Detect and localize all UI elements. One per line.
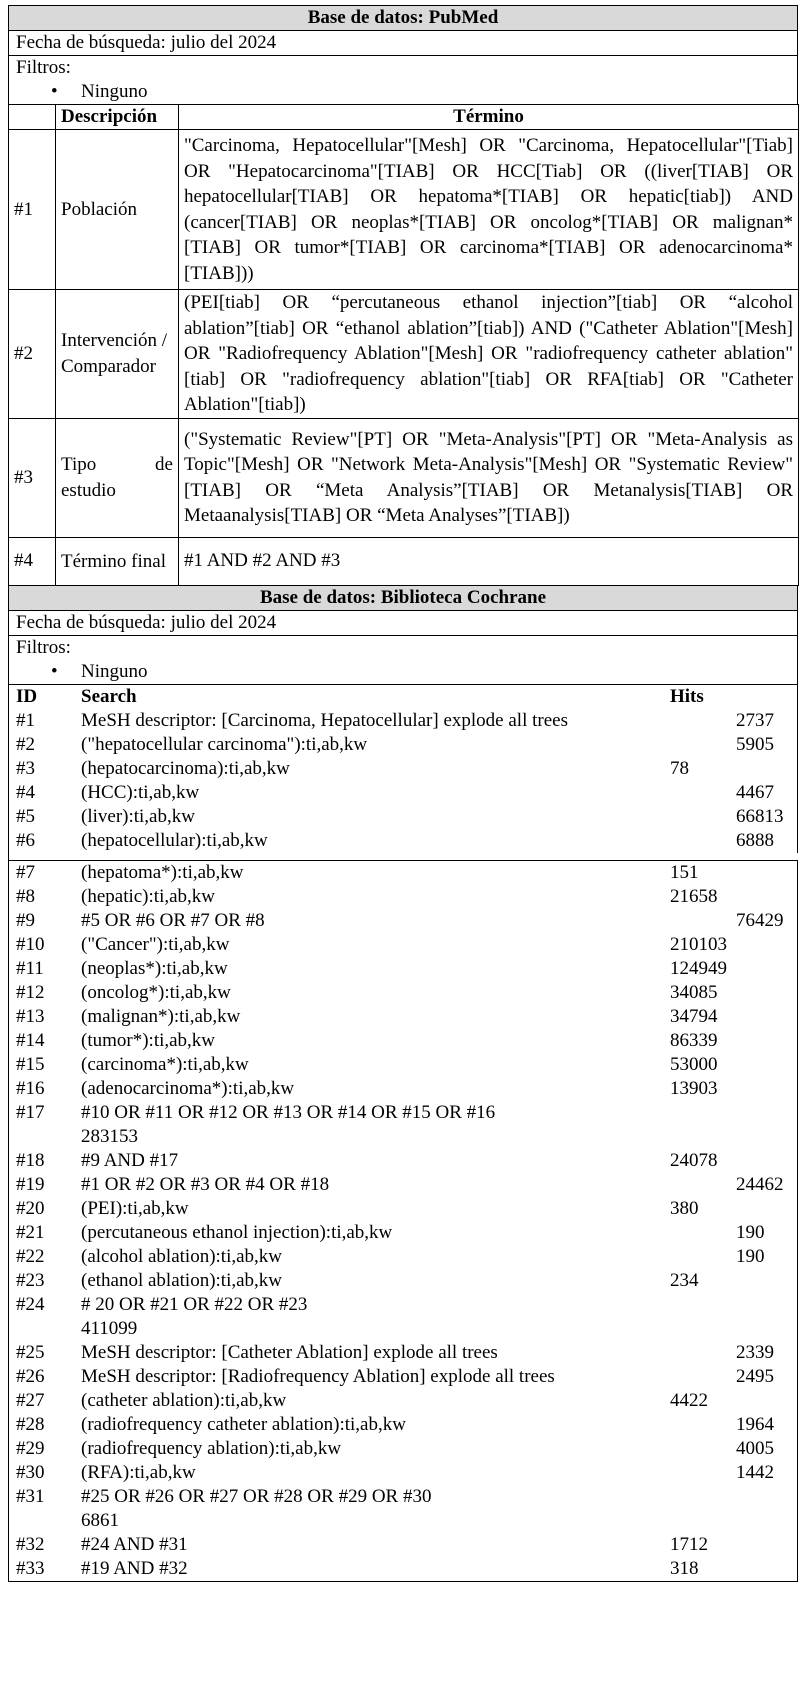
cochrane-row-hits: 190 [736,1245,765,1267]
cochrane-row-search: (malignan*):ti,ab,kw [81,1005,241,1027]
cochrane-row [9,981,797,1005]
col-search: Search [81,685,137,707]
cochrane-row [9,829,797,853]
cochrane-row-id: #23 [16,1269,45,1291]
cochrane-row-id: #14 [16,1029,45,1051]
cochrane-row [9,1245,797,1269]
cochrane-row-id: #15 [16,1053,45,1075]
pubmed-row [9,290,799,419]
cochrane-row-search: # 20 OR #21 OR #22 OR #23 [81,1293,308,1315]
cochrane-row-search: (catheter ablation):ti,ab,kw [81,1389,287,1411]
cochrane-filter-item [9,660,797,684]
cochrane-row-search: (hepatocellular):ti,ab,kw [81,829,268,851]
cochrane-row-search: (liver):ti,ab,kw [81,805,195,827]
cochrane-row-hits: 4467 [736,781,774,803]
page-break-gap [8,853,798,860]
cochrane-row [9,957,797,981]
cochrane-row-hits: 24462 [736,1173,784,1195]
cochrane-row-id: #1 [16,709,35,731]
cochrane-row [9,933,797,957]
cochrane-row-hits: 411099 [81,1317,138,1339]
cochrane-row-search: ("hepatocellular carcinoma"):ti,ab,kw [81,733,368,755]
col-id: ID [16,685,38,707]
cochrane-row-id: #20 [16,1197,45,1219]
cochrane-row [9,1389,797,1413]
pubmed-row [9,130,799,290]
cochrane-row-search: (radiofrequency catheter ablation):ti,ab,kw [81,1413,406,1435]
cochrane-row-hits: 66813 [736,805,784,827]
cochrane-row-id: #27 [16,1389,45,1411]
cochrane-row-hits: 2495 [736,1365,774,1387]
pubmed-row-term: "Carcinoma, Hepatocellular"[Mesh] OR "Carcinoma, Hepatocellular"[Tiab] OR "Hepatocarcinoma"[TIAB] OR HCC[Tiab] OR ((liver[TIAB] OR hepatocellular[TIAB] OR hepatoma*[TIAB] OR hepatic[tiab]) AND (cancer[TIAB] OR neoplas*[TIAB] OR oncolog*[TIAB] OR malignan*[TIAB] OR tumor*[TIAB] OR carcinoma*[TIAB] OR adenocarcinoma*[TIAB])) [179,130,799,290]
cochrane-row-hits: 318 [670,1557,699,1579]
cochrane-row-hits: 21658 [670,885,718,907]
col-descripcion: Descripción [56,105,179,130]
cochrane-row-search: (RFA):ti,ab,kw [81,1461,196,1483]
cochrane-row [9,1029,797,1053]
cochrane-row [9,1101,797,1125]
pubmed-row-desc: Término final [56,537,179,585]
cochrane-row-search: #10 OR #11 OR #12 OR #13 OR #14 OR #15 OR #16 [81,1101,496,1123]
cochrane-row [9,781,797,805]
cochrane-row-search: ("Cancer"):ti,ab,kw [81,933,230,955]
cochrane-row-search: #5 OR #6 OR #7 OR #8 [81,909,265,931]
cochrane-row [9,909,797,933]
cochrane-filter-label: Ninguno [81,660,148,682]
cochrane-row [9,1485,797,1509]
cochrane-row-id: #32 [16,1533,45,1555]
cochrane-row-hits: 1964 [736,1413,774,1435]
cochrane-row-hits: 190 [736,1221,765,1243]
cochrane-row-hits: 234 [670,1269,699,1291]
cochrane-row-search: (percutaneous ethanol injection):ti,ab,kw [81,1221,393,1243]
cochrane-row-hits: 34085 [670,981,718,1003]
cochrane-row [9,733,797,757]
cochrane-row [9,1149,797,1173]
empty-header-cell [9,105,56,130]
cochrane-row-hits: 53000 [670,1053,718,1075]
cochrane-row [9,757,797,781]
cochrane-row-id: #11 [16,957,44,979]
pubmed-row-id: #3 [9,418,56,537]
cochrane-row-id: #9 [16,909,35,931]
cochrane-row [9,1269,797,1293]
cochrane-row-hits: 6861 [81,1509,119,1531]
bullet-icon: • [51,660,58,682]
cochrane-row-id: #6 [16,829,35,851]
cochrane-row-hits: 4005 [736,1437,774,1459]
cochrane-rows-part2 [9,861,797,1581]
cochrane-row-id: #5 [16,805,35,827]
cochrane-row [9,885,797,909]
cochrane-row-hits: 86339 [670,1029,718,1051]
cochrane-row [9,1365,797,1389]
cochrane-row [9,1221,797,1245]
cochrane-row-hits-wrapped [9,1509,797,1533]
cochrane-row-hits: 34794 [670,1005,718,1027]
pubmed-row-desc: Tipo de estudio [56,418,179,537]
cochrane-filters-label: Filtros: [16,636,71,658]
cochrane-search-date: Fecha de búsqueda: julio del 2024 [8,611,798,636]
cochrane-row-hits: 4422 [670,1389,708,1411]
cochrane-row [9,1005,797,1029]
cochrane-row [9,1173,797,1197]
cochrane-row-hits: 2737 [736,709,774,731]
cochrane-row-search: MeSH descriptor: [Radiofrequency Ablation] explode all trees [81,1365,555,1387]
col-hits: Hits [670,685,704,707]
cochrane-search-table-part2 [8,860,798,1582]
cochrane-search-table-part1 [8,685,798,853]
cochrane-row-id: #17 [16,1101,45,1123]
cochrane-row-hits: 5905 [736,733,774,755]
cochrane-row-id: #24 [16,1293,45,1315]
cochrane-row-id: #13 [16,1005,45,1027]
cochrane-row-search: (HCC):ti,ab,kw [81,781,200,803]
cochrane-row-id: #29 [16,1437,45,1459]
cochrane-row-hits: 380 [670,1197,699,1219]
pubmed-table-header [9,105,799,130]
cochrane-row-id: #3 [16,757,35,779]
pubmed-filters-label: Filtros: [16,57,71,78]
cochrane-row-search: #9 AND #17 [81,1149,179,1171]
cochrane-row [9,805,797,829]
pubmed-filter-item [9,80,797,104]
pubmed-filters [8,56,798,104]
pubmed-row-id: #4 [9,537,56,585]
cochrane-row-id: #25 [16,1341,45,1363]
cochrane-rows-part1 [9,709,797,853]
pubmed-section-title: Base de datos: PubMed [8,5,798,31]
cochrane-row-id: #19 [16,1173,45,1195]
cochrane-row-hits: 76429 [736,909,784,931]
cochrane-row-hits-wrapped [9,1317,797,1341]
search-strategy-document [8,5,798,1582]
cochrane-row-id: #16 [16,1077,45,1099]
cochrane-row-search: (alcohol ablation):ti,ab,kw [81,1245,283,1267]
cochrane-row-hits: 1712 [670,1533,708,1555]
pubmed-row-desc: Intervención / Comparador [56,290,179,419]
cochrane-row-search: (radiofrequency ablation):ti,ab,kw [81,1437,342,1459]
cochrane-row [9,1437,797,1461]
cochrane-row-search: (tumor*):ti,ab,kw [81,1029,216,1051]
cochrane-row-search: (adenocarcinoma*):ti,ab,kw [81,1077,295,1099]
cochrane-table-header [9,685,797,709]
cochrane-row-search: MeSH descriptor: [Carcinoma, Hepatocellular] explode all trees [81,709,568,731]
cochrane-row-id: #31 [16,1485,45,1507]
cochrane-row-hits: 1442 [736,1461,774,1483]
cochrane-row-id: #21 [16,1221,45,1243]
cochrane-row [9,1413,797,1437]
cochrane-row-search: (hepatocarcinoma):ti,ab,kw [81,757,290,779]
cochrane-row [9,1293,797,1317]
cochrane-row-id: #8 [16,885,35,907]
cochrane-row-search: (ethanol ablation):ti,ab,kw [81,1269,283,1291]
pubmed-row [9,537,799,585]
col-termino: Término [179,105,799,130]
cochrane-row-search: (oncolog*):ti,ab,kw [81,981,231,1003]
cochrane-row-hits: 78 [670,757,689,779]
cochrane-row-id: #30 [16,1461,45,1483]
cochrane-row-search: (neoplas*):ti,ab,kw [81,957,228,979]
pubmed-search-date: Fecha de búsqueda: julio del 2024 [8,31,798,56]
cochrane-row [9,1461,797,1485]
pubmed-row-id: #1 [9,130,56,290]
cochrane-row [9,1197,797,1221]
cochrane-row-hits: 13903 [670,1077,718,1099]
cochrane-row-search: #25 OR #26 OR #27 OR #28 OR #29 OR #30 [81,1485,432,1507]
cochrane-row-hits: 124949 [670,957,727,979]
pubmed-row-term: (PEI[tiab] OR “percutaneous ethanol injection”[tiab] OR “alcohol ablation”[tiab] OR “ethanol ablation”[tiab]) AND ("Catheter Ablation"[Mesh] OR "Radiofrequency Ablation"[Mesh] OR "radiofrequency catheter ablation"[tiab] OR "radiofrequency ablation"[tiab] OR RFA[tiab] OR "Catheter Ablation"[tiab]) [179,290,799,419]
cochrane-row-search: (carcinoma*):ti,ab,kw [81,1053,249,1075]
cochrane-row [9,1077,797,1101]
cochrane-row-hits: 210103 [670,933,727,955]
cochrane-row-id: #4 [16,781,35,803]
cochrane-filters [8,636,798,685]
cochrane-row-hits: 24078 [670,1149,718,1171]
cochrane-section-title: Base de datos: Biblioteca Cochrane [8,586,798,611]
cochrane-row-hits-wrapped [9,1125,797,1149]
pubmed-terms-table [8,104,799,586]
cochrane-row-hits: 6888 [736,829,774,851]
pubmed-row-id: #2 [9,290,56,419]
cochrane-row-id: #28 [16,1413,45,1435]
cochrane-row-search: (hepatic):ti,ab,kw [81,885,216,907]
cochrane-row-hits: 151 [670,861,699,883]
cochrane-row-id: #10 [16,933,45,955]
cochrane-row-search: #19 AND #32 [81,1557,188,1579]
cochrane-row-search: (hepatoma*):ti,ab,kw [81,861,244,883]
cochrane-row-id: #26 [16,1365,45,1387]
cochrane-row [9,1341,797,1365]
cochrane-row-search: (PEI):ti,ab,kw [81,1197,189,1219]
cochrane-row-id: #7 [16,861,35,883]
bullet-icon: • [51,81,58,102]
pubmed-row [9,418,799,537]
cochrane-row-id: #18 [16,1149,45,1171]
cochrane-row [9,709,797,733]
pubmed-row-term: ("Systematic Review"[PT] OR "Meta-Analysis"[PT] OR "Meta-Analysis as Topic"[Mesh] OR "Network Meta-Analysis"[Mesh] OR "Systematic Review"[TIAB] OR “Meta Analysis”[TIAB] OR Metanalysis[TIAB] OR Metaanalysis[TIAB] OR “Meta Analyses”[TIAB]) [179,418,799,537]
cochrane-row-id: #2 [16,733,35,755]
cochrane-row [9,1533,797,1557]
pubmed-row-term: #1 AND #2 AND #3 [179,537,799,585]
cochrane-row [9,861,797,885]
pubmed-filter-label: Ninguno [81,81,148,102]
cochrane-row-search: #1 OR #2 OR #3 OR #4 OR #18 [81,1173,330,1195]
cochrane-row-search: MeSH descriptor: [Catheter Ablation] explode all trees [81,1341,498,1363]
cochrane-row-id: #33 [16,1557,45,1579]
cochrane-row-search: #24 AND #31 [81,1533,188,1555]
cochrane-row [9,1053,797,1077]
cochrane-row-id: #22 [16,1245,45,1267]
cochrane-row [9,1557,797,1581]
cochrane-row-hits: 2339 [736,1341,774,1363]
pubmed-row-desc: Población [56,130,179,290]
cochrane-row-hits: 283153 [81,1125,138,1147]
cochrane-row-id: #12 [16,981,45,1003]
